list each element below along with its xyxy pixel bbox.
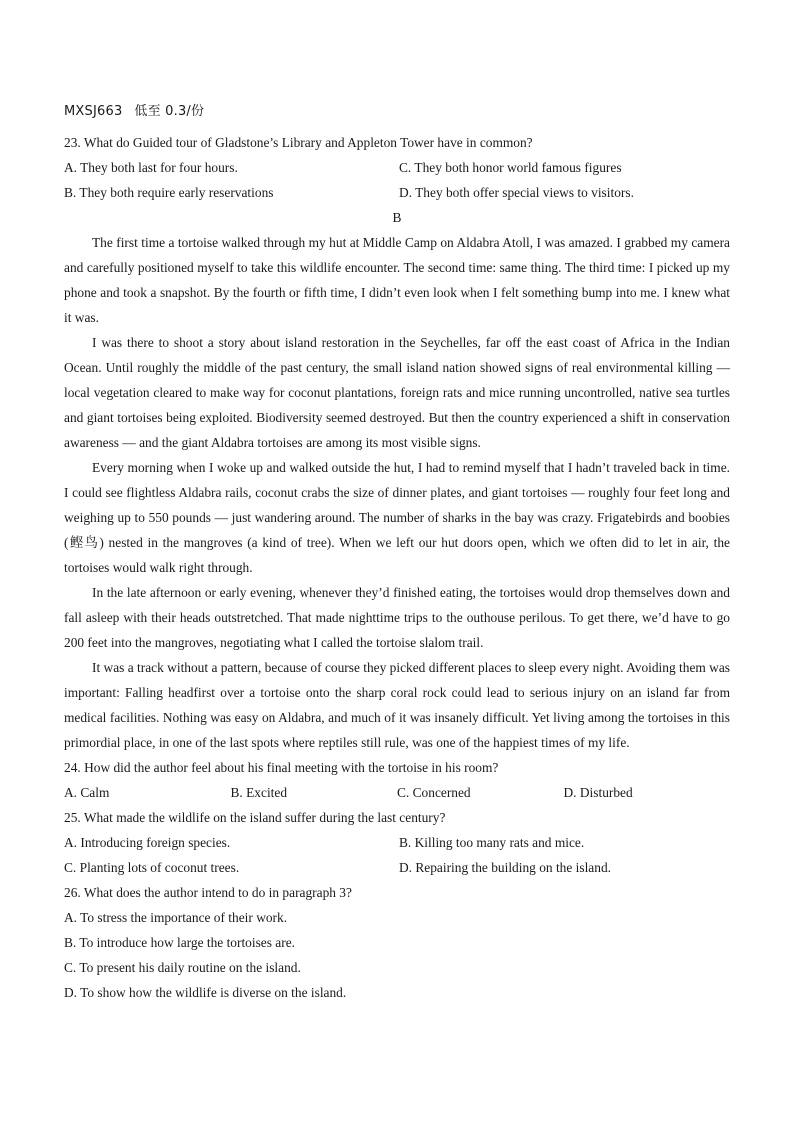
passage-paragraph-3: Every morning when I woke up and walked outside the hut, I had to remind myself that I hadn’t traveled back in time. I could see flightless Aldabra rails, coconut crabs the size of dinner plates, and giant tortoises — roughly four feet long and weighing up to 550 pounds — just wandering around. The number of sharks in the bay was crazy. Frigatebirds and boobies (鲣鸟) nested in the mangroves (a kind of tree). When we left our hut doors open, which we often did to let in air, the tortoises would walk right through. (64, 460, 730, 575)
question-24-options (64, 780, 730, 805)
question-25-option-a: A. Introducing foreign species. (64, 835, 231, 850)
question-24-option-a: A. Calm (64, 785, 110, 800)
question-24-option-c: C. Concerned (397, 785, 471, 800)
question-25-option-b: B. Killing too many rats and mice. (399, 835, 585, 850)
passage-paragraph-1: The first time a tortoise walked through my hut at Middle Camp on Aldabra Atoll, I was amazed. I grabbed my camera and carefully positioned myself to take this wildlife encounter. The second time: same thing. The third time: I picked up my phone and took a snapshot. By the fourth or fifth time, I didn’t even look when I felt something bump into me. I knew what it was. (64, 235, 730, 325)
question-25-stem: 25. What made the wildlife on the island suffer during the last century? (64, 810, 446, 825)
question-25-option-d: D. Repairing the building on the island. (399, 860, 611, 875)
document-code: MXSJ663 (64, 104, 123, 119)
question-23-option-d: D. They both offer special views to visitors. (399, 185, 634, 200)
question-23-stem: 23. What do Guided tour of Gladstone’s Library and Appleton Tower have in common? (64, 135, 533, 150)
exam-content (64, 130, 730, 1005)
question-26-stem: 26. What does the author intend to do in paragraph 3? (64, 885, 352, 900)
question-26-option-a: A. To stress the importance of their work. (64, 910, 288, 925)
question-24-option-d: D. Disturbed (563, 785, 633, 800)
passage-paragraph-4: In the late afternoon or early evening, whenever they’d finished eating, the tortoises would drop themselves down and fall asleep with their heads outstretched. That made nighttime trips to the outhouse perilous. To get there, we’d have to go 200 feet into the mangroves, negotiating what I called the tortoise slalom trail. (64, 585, 730, 650)
question-23-option-c: C. They both honor world famous figures (399, 160, 622, 175)
question-25-options-row-2 (64, 855, 730, 880)
question-23-options-row-2 (64, 180, 730, 205)
question-25-option-c: C. Planting lots of coconut trees. (64, 860, 240, 875)
question-26-option-b: B. To introduce how large the tortoises are. (64, 935, 295, 950)
question-24-stem: 24. How did the author feel about his final meeting with the tortoise in his room? (64, 760, 499, 775)
document-header (64, 100, 204, 119)
question-24-option-b: B. Excited (230, 785, 288, 800)
price-note: 低至 0.3/份 (134, 104, 205, 119)
passage-paragraph-5: It was a track without a pattern, because of course they picked different places to sleep every night. Avoiding them was important: Falling headfirst over a tortoise onto the sharp coral rock could lead to serious injury on an island far from medical facilities. Nothing was easy on Aldabra, and much of it was insanely difficult. Yet living among the tortoises in this primordial place, in one of the last spots where reptiles still rule, was one of the happiest times of my life. (64, 660, 730, 750)
question-26-option-d: D. To show how the wildlife is diverse on the island. (64, 985, 347, 1000)
question-23-options-row-1 (64, 155, 730, 180)
question-26-option-c: C. To present his daily routine on the island. (64, 960, 301, 975)
passage-paragraph-2: I was there to shoot a story about island restoration in the Seychelles, far off the east coast of Africa in the Indian Ocean. Until roughly the middle of the past century, the small island nation showed signs of real environmental killing — local vegetation cleared to make way for coconut plantations, foreign rats and mice running uncontrolled, native sea turtles and giant tortoises being exploited. Biodiversity seemed destroyed. But then the country experienced a shift in conservation awareness — and the giant Aldabra tortoises are among its most visible signs. (64, 335, 730, 450)
question-23-option-b: B. They both require early reservations (64, 185, 274, 200)
section-label: B (392, 210, 402, 225)
question-25-options-row-1 (64, 830, 730, 855)
question-23-option-a: A. They both last for four hours. (64, 160, 238, 175)
